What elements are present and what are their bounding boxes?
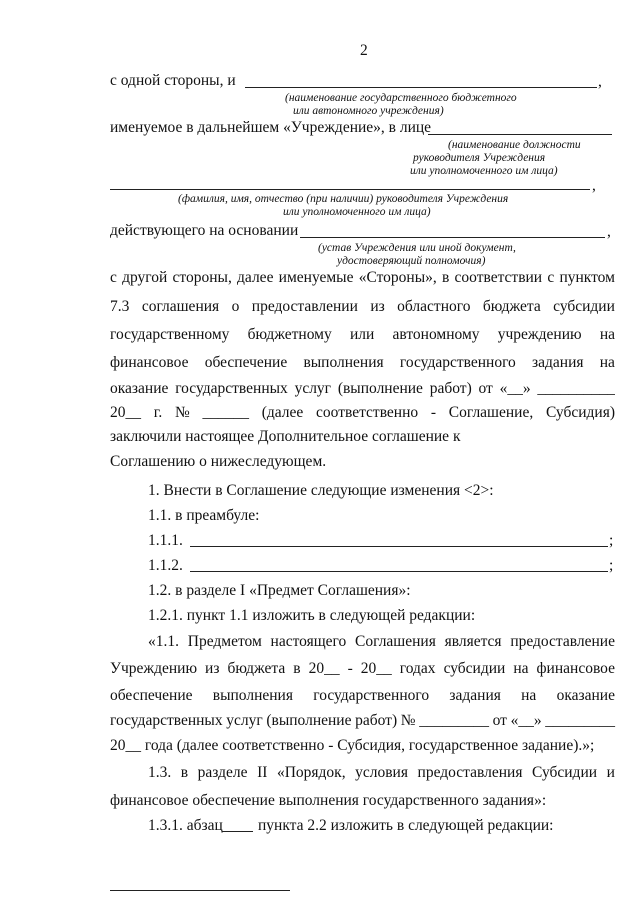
- word: «Порядок,: [276, 764, 346, 781]
- word: соответственно: [316, 404, 419, 421]
- word: в: [293, 660, 301, 677]
- word: задания: [532, 354, 584, 371]
- word: _________: [545, 712, 615, 729]
- word: в: [441, 269, 450, 286]
- word: настоящего: [270, 633, 347, 650]
- word: государственных: [175, 380, 288, 397]
- word: бюджета: [482, 298, 541, 315]
- item-1-1-1: 1.1.1.: [148, 532, 183, 549]
- basis-note-1: (устав Учреждения или иной документ,: [318, 242, 516, 254]
- paragraph-line: [110, 354, 615, 372]
- semicolon: ;: [609, 557, 614, 574]
- word: годах: [399, 660, 436, 677]
- basis-note-2: удостоверяющий полномочия): [337, 255, 486, 267]
- word: с: [110, 269, 117, 286]
- word: Предметом: [187, 633, 262, 650]
- word: __________: [537, 380, 615, 397]
- word: услуг: [294, 380, 332, 397]
- fio-line: [110, 189, 590, 190]
- institution-name-note-2: или автономного учреждения): [293, 105, 444, 117]
- word: от: [492, 712, 507, 729]
- word: работ): [355, 712, 398, 729]
- item-1-1-1-line: [190, 546, 608, 547]
- word: областного: [397, 298, 471, 315]
- item-1-3-1-start: 1.3.1. абзац: [148, 817, 223, 834]
- position-note-2: руководителя Учреждения: [413, 152, 546, 164]
- word: или: [349, 326, 375, 343]
- paragraph-line: [110, 380, 615, 398]
- word: Соглашения: [355, 633, 436, 650]
- word: г.: [153, 404, 163, 421]
- item-1-3-1-end: пункта 2.2 изложить в следующей редакции:: [258, 817, 554, 834]
- word: на: [599, 326, 615, 343]
- item-1-1-2-line: [190, 571, 608, 572]
- word: финансовое: [536, 660, 615, 677]
- word: учреждению: [497, 326, 582, 343]
- word: автономному: [392, 326, 480, 343]
- word: 20__: [360, 660, 392, 677]
- word: №: [400, 712, 416, 729]
- word: из: [205, 660, 220, 677]
- word: на: [513, 660, 529, 677]
- basis-line: [300, 237, 605, 238]
- paragraph-line: [110, 269, 615, 287]
- word: 20__: [308, 660, 340, 677]
- word: оказание: [110, 380, 169, 397]
- word: «1.1.: [148, 633, 179, 650]
- word: задания: [449, 687, 501, 704]
- word: №: [174, 404, 190, 421]
- acting-on-text: действующего на основании: [110, 222, 299, 239]
- word: далее: [237, 269, 274, 286]
- item-1-2: 1.2. в разделе I «Предмет Соглашения»:: [148, 582, 411, 599]
- word: -: [430, 404, 437, 421]
- word: государственного: [313, 687, 430, 704]
- word: 20__: [110, 404, 141, 421]
- item-1-3-line: [148, 764, 615, 782]
- word: обеспечение: [110, 687, 193, 704]
- word: -: [347, 660, 353, 677]
- fio-note-2: или уполномоченного им лица): [283, 206, 431, 218]
- word: в: [180, 764, 189, 781]
- position-note-1: (наименование должности: [448, 139, 581, 151]
- quote-line: [148, 633, 615, 651]
- word: бюджета: [227, 660, 286, 677]
- quote-line: 20__ года (далее соответственно - Субсидия, государственное задание).»;: [110, 737, 595, 754]
- word: II: [257, 764, 268, 781]
- position-note-3: или уполномоченного им лица): [410, 165, 558, 177]
- institution-name-line: [245, 87, 597, 88]
- word: стороны,: [172, 269, 232, 286]
- word: другой: [122, 269, 168, 286]
- quote-line: [110, 687, 615, 705]
- word: государственных: [110, 712, 223, 729]
- paragraph-line: [110, 326, 615, 344]
- word: пунктом: [559, 269, 615, 286]
- named-as-text: именуемое в дальнейшем «Учреждение», в лице: [110, 119, 432, 136]
- word: государственного: [399, 354, 516, 371]
- footnote-separator: [110, 890, 290, 891]
- item-1-2-1: 1.2.1. пункт 1.1 изложить в следующей редакции:: [148, 607, 476, 624]
- word: Субсидия): [545, 404, 615, 421]
- item-1-3-line: финансовое обеспечение выполнения государственного задания»:: [110, 792, 547, 809]
- word: ______: [202, 404, 249, 421]
- page-number: 2: [360, 42, 368, 59]
- word: разделе: [197, 764, 248, 781]
- fio-note-1: (фамилия, имя, отчество (при наличии) руководителя Учреждения: [178, 193, 509, 205]
- word: о: [231, 298, 240, 315]
- item-1: 1. Внести в Соглашение следующие изменения <2>:: [148, 482, 494, 499]
- paragraph-line: Соглашению о нижеследующем.: [110, 453, 327, 470]
- word: предоставление: [510, 633, 615, 650]
- word: (выполнение: [266, 712, 352, 729]
- comma: ,: [592, 177, 596, 194]
- word: (далее: [261, 404, 304, 421]
- word: бюджетному: [247, 326, 332, 343]
- word: обеспечение: [204, 354, 288, 371]
- word: оказание: [556, 687, 615, 704]
- paragraph-line: [110, 404, 615, 422]
- paragraph-line: [110, 298, 615, 316]
- word: 7.3: [110, 298, 130, 315]
- word: субсидии: [553, 298, 615, 315]
- comma: ,: [607, 223, 611, 240]
- word: Субсидии: [532, 764, 598, 781]
- quote-line: [110, 712, 615, 730]
- semicolon: ;: [609, 532, 614, 549]
- word: с: [547, 269, 555, 286]
- word: работ): [429, 380, 472, 397]
- word: предоставлении: [251, 298, 358, 315]
- word: «Стороны»,: [358, 269, 437, 286]
- word: условия: [355, 764, 408, 781]
- word: выполнения: [212, 687, 293, 704]
- word: из: [370, 298, 385, 315]
- word: соглашения: [141, 298, 220, 315]
- word: является: [444, 633, 502, 650]
- word: предоставления: [417, 764, 523, 781]
- word: (выполнение: [337, 380, 423, 397]
- item-1-1-2: 1.1.2.: [148, 557, 183, 574]
- word: субсидии: [443, 660, 506, 677]
- word: на: [521, 687, 537, 704]
- quote-line: [110, 660, 615, 678]
- position-line: [428, 134, 612, 135]
- comma: ,: [598, 73, 602, 90]
- word: «__»: [510, 712, 542, 729]
- word: 1.3.: [148, 764, 172, 781]
- word: выполнения: [303, 354, 384, 371]
- item-1-1: 1.1. в преамбуле:: [148, 507, 260, 524]
- word: от: [478, 380, 493, 397]
- paragraph-number-line: [222, 831, 253, 832]
- word: Учреждению: [110, 660, 198, 677]
- word: государственному: [110, 326, 230, 343]
- word: на: [599, 354, 615, 371]
- word: «__»: [499, 380, 531, 397]
- paragraph-line: заключили настоящее Дополнительное соглашение к: [110, 428, 461, 445]
- one-side-text: с одной стороны, и: [110, 72, 236, 89]
- word: именуемые: [278, 269, 354, 286]
- word: соответствии: [454, 269, 543, 286]
- word: услуг: [226, 712, 263, 729]
- word: Соглашение,: [448, 404, 534, 421]
- word: финансовое: [110, 354, 189, 371]
- word: _________: [419, 712, 489, 729]
- word: и: [606, 764, 615, 781]
- institution-name-note-1: (наименование государственного бюджетного: [285, 92, 517, 104]
